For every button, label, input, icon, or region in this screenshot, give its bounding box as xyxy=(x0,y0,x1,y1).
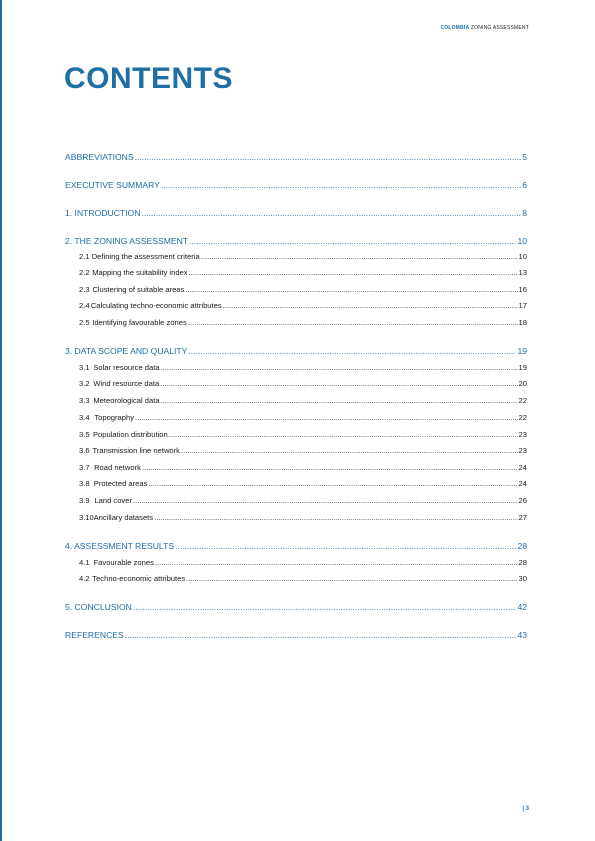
dot-leader xyxy=(133,602,517,612)
toc-entry-label: REFERENCES xyxy=(65,630,124,640)
toc-subentry[interactable] xyxy=(79,513,527,522)
toc-entry-label: Calculating techno-economic attributes xyxy=(90,301,222,310)
toc-subentry[interactable] xyxy=(79,318,527,327)
toc-entry[interactable] xyxy=(65,630,527,640)
toc-entry-number: 3.6 xyxy=(79,446,90,455)
toc-entry-number: 3.8 xyxy=(79,479,90,488)
toc-entry-label: 2. THE ZONING ASSESSMENT xyxy=(65,236,189,246)
toc-entry-page: 10 xyxy=(517,236,527,246)
toc-subentry[interactable] xyxy=(79,496,527,505)
toc-entry[interactable] xyxy=(65,208,527,218)
dot-leader xyxy=(161,363,518,372)
dot-leader xyxy=(133,496,518,505)
toc-entry-label: Favourable zones xyxy=(93,558,154,567)
toc-entry-page: 19 xyxy=(517,346,527,356)
toc-entry-page: 8 xyxy=(522,208,527,218)
toc-entry-page: 24 xyxy=(518,463,527,472)
toc-entry-page: 6 xyxy=(522,180,527,190)
dot-leader xyxy=(181,446,518,455)
dot-leader xyxy=(154,513,517,522)
dot-leader xyxy=(201,252,518,261)
page-number: | 3 xyxy=(522,806,529,812)
dot-leader xyxy=(148,479,517,488)
toc-subentry[interactable] xyxy=(79,268,527,277)
toc-entry-page: 13 xyxy=(518,268,527,277)
header-title: ZONING ASSESSMENT xyxy=(470,25,529,31)
toc-entry[interactable] xyxy=(65,236,527,246)
toc-entry-page: 17 xyxy=(518,301,527,310)
toc-entry-page: 30 xyxy=(518,574,527,583)
toc-entry-page: 16 xyxy=(518,285,527,294)
dot-leader xyxy=(185,285,517,294)
dot-leader xyxy=(142,463,518,472)
toc-subentry[interactable] xyxy=(79,363,527,372)
toc-entry-page: 43 xyxy=(517,630,527,640)
dot-leader xyxy=(189,268,518,277)
toc-entry-page: 10 xyxy=(518,252,527,261)
toc-entry-number: 3.2 xyxy=(79,379,90,388)
dot-leader xyxy=(135,152,522,162)
toc-entry-label: EXECUTIVE SUMMARY xyxy=(65,180,160,190)
dot-leader xyxy=(160,379,517,388)
toc-entry-label: 3. DATA SCOPE AND QUALITY xyxy=(65,346,188,356)
toc-entry-page: 5 xyxy=(522,152,527,162)
toc-entry-page: 28 xyxy=(518,558,527,567)
toc-entry-number: 2.1 xyxy=(79,252,90,261)
toc-subentry[interactable] xyxy=(79,301,527,310)
toc-subentry[interactable] xyxy=(79,430,527,439)
toc-entry-number: 2.5 xyxy=(79,318,90,327)
toc-entry-label: Protected areas xyxy=(93,479,148,488)
toc-subentry[interactable] xyxy=(79,558,527,567)
dot-leader xyxy=(161,180,521,190)
toc-entry[interactable] xyxy=(65,541,527,551)
toc-entry-number: 3.4 xyxy=(79,413,90,422)
toc-entry-page: 20 xyxy=(518,379,527,388)
toc-entry-label: Land cover xyxy=(94,496,132,505)
toc-entry-page: 18 xyxy=(518,318,527,327)
toc-entry-label: Solar resource data xyxy=(93,363,160,372)
dot-leader xyxy=(169,430,518,439)
toc-entry-label: Road network xyxy=(94,463,141,472)
page-title: CONTENTS xyxy=(64,62,233,95)
toc-entry-number: 3.5 xyxy=(79,430,90,439)
toc-entry-label: Ancillary datasets xyxy=(93,513,154,522)
toc-entry-label: Meteorological data xyxy=(93,396,160,405)
toc-entry-label: Defining the assessment criteria xyxy=(91,252,200,261)
toc-entry-page: 19 xyxy=(518,363,527,372)
toc-entry-label: Transmission line network xyxy=(92,446,180,455)
toc-subentry[interactable] xyxy=(79,463,527,472)
toc-entry[interactable] xyxy=(65,602,527,612)
dot-leader xyxy=(189,236,516,246)
toc-entry-number: 3.10 xyxy=(79,513,94,522)
toc-subentry[interactable] xyxy=(79,252,527,261)
toc-entry-label: Identifying favourable zones xyxy=(92,318,187,327)
toc-entry-label: Techno-economic attributes xyxy=(92,574,186,583)
toc-entry-number: 3.3 xyxy=(79,396,90,405)
dot-leader xyxy=(161,396,518,405)
toc-entry-page: 22 xyxy=(518,413,527,422)
toc-entry-page: 26 xyxy=(518,496,527,505)
toc-entry-number: 3.7 xyxy=(79,463,90,472)
toc-subentry[interactable] xyxy=(79,446,527,455)
toc-entry-label: 1. INTRODUCTION xyxy=(65,208,141,218)
toc-entry-number: 2.4 xyxy=(79,301,90,310)
toc-entry-number: 4.1 xyxy=(79,558,90,567)
toc-entry-number: 2.3 xyxy=(79,285,90,294)
dot-leader xyxy=(141,208,521,218)
toc-entry-number: 4.2 xyxy=(79,574,90,583)
toc-entry[interactable] xyxy=(65,152,527,162)
dot-leader xyxy=(223,301,518,310)
header-brand: COLOMBIA xyxy=(440,25,470,31)
toc-entry-number: 3.1 xyxy=(79,363,90,372)
toc-subentry[interactable] xyxy=(79,285,527,294)
toc-entry-number: 2.2 xyxy=(79,268,90,277)
dot-leader xyxy=(188,318,518,327)
toc-subentry[interactable] xyxy=(79,413,527,422)
toc-entry-page: 27 xyxy=(518,513,527,522)
toc-entry-page: 24 xyxy=(518,479,527,488)
toc-subentry[interactable] xyxy=(79,396,527,405)
toc-entry-label: Wind resource data xyxy=(93,379,160,388)
toc-entry-label: ABBREVIATIONS xyxy=(65,152,134,162)
toc-entry-label: Mapping the suitability index xyxy=(92,268,188,277)
toc-entry-label: Topography xyxy=(94,413,135,422)
running-header xyxy=(440,25,529,31)
toc-subentry[interactable] xyxy=(79,479,527,488)
toc-entry-label: 5. CONCLUSION xyxy=(65,602,132,612)
toc-entry-page: 28 xyxy=(517,541,527,551)
toc-entry[interactable] xyxy=(65,180,527,190)
toc-entry-page: 42 xyxy=(517,602,527,612)
toc-entry-label: 4. ASSESSMENT RESULTS xyxy=(65,541,175,551)
toc-entry-page: 23 xyxy=(518,430,527,439)
toc-entry-number: 3.9 xyxy=(79,496,90,505)
toc-subentry[interactable] xyxy=(79,379,527,388)
dot-leader xyxy=(155,558,518,567)
dot-leader xyxy=(175,541,516,551)
toc-entry[interactable] xyxy=(65,346,527,356)
toc-entry-page: 23 xyxy=(518,446,527,455)
dot-leader xyxy=(188,346,516,356)
dot-leader xyxy=(125,630,517,640)
dot-leader xyxy=(186,574,517,583)
toc-entry-label: Population distribution xyxy=(92,430,168,439)
toc-entry-page: 22 xyxy=(518,396,527,405)
toc-entry-label: Clustering of suitable areas xyxy=(92,285,185,294)
left-margin-rule xyxy=(0,0,2,841)
dot-leader xyxy=(135,413,518,422)
toc-subentry[interactable] xyxy=(79,574,527,583)
